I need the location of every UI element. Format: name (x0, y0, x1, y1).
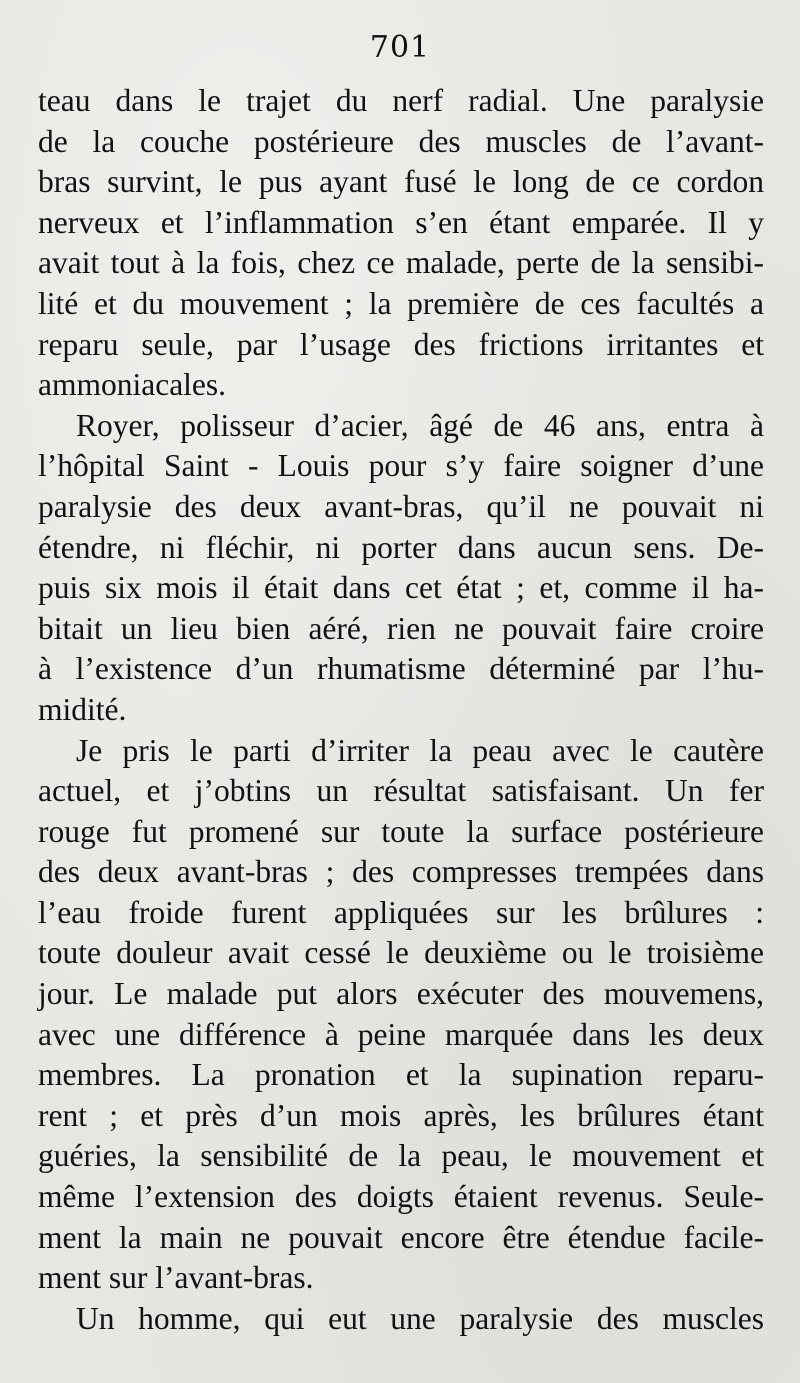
text-line: guéries, la sensibilité de la peau, le mouvement et (38, 1138, 764, 1174)
text-line: actuel, et j’obtins un résultat satisfaisant. Un fer (38, 773, 764, 809)
text-line: rouge fut promené sur toute la surface postérieure (38, 813, 764, 849)
paragraph (38, 1299, 764, 1340)
text-line: puis six mois il était dans cet état ; et, comme il ha- (38, 570, 764, 606)
text-line: avec une différence à peine marquée dans les deux (38, 1016, 764, 1052)
text-line: l’eau froide furent appliquées sur les brûlures : (38, 894, 764, 930)
text-line: reparu seule, par l’usage des frictions irritantes et (38, 326, 764, 362)
text-line: ment sur l’avant-bras. (38, 1260, 314, 1296)
paragraph (38, 406, 764, 731)
text-line: paralysie des deux avant-bras, qu’il ne pouvait ni (38, 488, 764, 524)
text-line: Un homme, qui eut une paralysie des muscles (76, 1300, 764, 1336)
text-line: Je pris le parti d’irriter la peau avec le cautère (76, 732, 764, 768)
paragraph (38, 731, 764, 1299)
text-line: des deux avant-bras ; des compresses trempées dans (38, 854, 764, 890)
text-line: bras survint, le pus ayant fusé le long de ce cordon (38, 164, 764, 200)
text-line: lité et du mouvement ; la première de ces facultés a (38, 285, 764, 321)
text-line: jour. Le malade put alors exécuter des mouvemens, (38, 976, 764, 1012)
text-line: à l’existence d’un rhumatisme déterminé par l’hu- (38, 651, 764, 687)
text-line: Royer, polisseur d’acier, âgé de 46 ans, entra à (76, 407, 764, 443)
text-line: nerveux et l’inflammation s’en étant emparée. Il y (38, 204, 764, 240)
text-line: rent ; et près d’un mois après, les brûlures étant (38, 1097, 764, 1133)
text-line: ment la main ne pouvait encore être étendue facile- (38, 1219, 764, 1255)
paragraph (38, 81, 764, 406)
text-line: avait tout à la fois, chez ce malade, perte de la sensibi- (38, 245, 764, 281)
body-text (38, 81, 764, 1339)
text-line: teau dans le trajet du nerf radial. Une paralysie (38, 83, 764, 118)
text-line: membres. La pronation et la supination reparu- (38, 1057, 764, 1093)
text-line: bitait un lieu bien aéré, rien ne pouvait faire croire (38, 610, 764, 646)
text-line: midité. (38, 691, 127, 727)
text-line: toute douleur avait cessé le deuxième ou le troisième (38, 935, 764, 971)
text-line: même l’extension des doigts étaient revenus. Seule- (38, 1179, 764, 1215)
text-line: étendre, ni fléchir, ni porter dans aucun sens. De- (38, 529, 764, 565)
text-line: ammoniacales. (38, 367, 227, 403)
page-number: 701 (369, 30, 431, 65)
text-line: de la couche postérieure des muscles de l’avant- (38, 123, 764, 159)
text-line: l’hôpital Saint - Louis pour s’y faire soigner d’une (38, 448, 764, 484)
